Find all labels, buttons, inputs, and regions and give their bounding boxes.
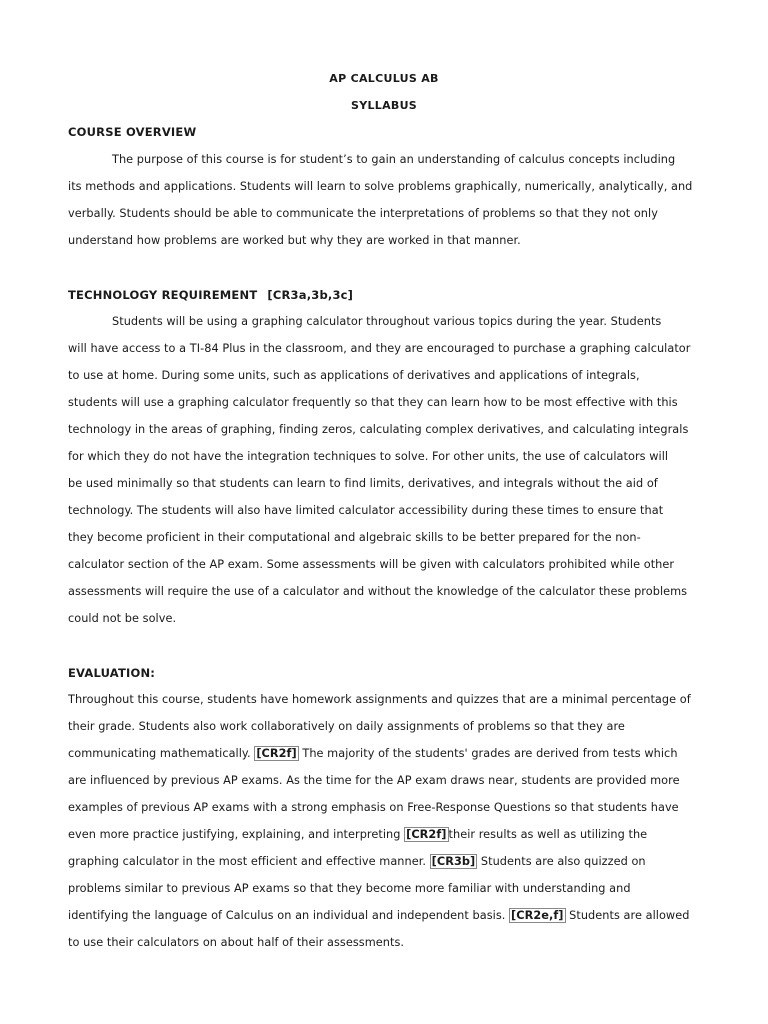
evaluation-line: to use their calculators on about half of their assessments. <box>68 936 405 949</box>
overview-line: understand how problems are worked but why they are worked in that manner. <box>68 234 521 247</box>
evaluation-line: their grade. Students also work collaboratively on daily assignments of problems so that they are <box>68 720 625 733</box>
overview-line: verbally. Students should be able to communicate the interpretations of problems so that they not only <box>68 207 658 220</box>
evaluation-text: their results as well as utilizing the <box>448 828 648 841</box>
doc-title: AP CALCULUS AB <box>329 72 439 85</box>
overview-line: The purpose of this course is for student’s to gain an understanding of calculus concepts including <box>112 153 676 166</box>
cr2ef-tag: [CR2e,f] <box>511 909 564 922</box>
technology-line: be used minimally so that students can learn to find limits, derivatives, and integrals without the aid of <box>68 477 658 490</box>
evaluation-text: identifying the language of Calculus on an individual and independent basis. <box>68 909 510 922</box>
evaluation-line <box>68 747 678 760</box>
technology-line: assessments will require the use of a calculator and without the knowledge of the calculator these problems <box>68 585 688 598</box>
evaluation-text: Students are allowed <box>565 909 690 922</box>
doc-subtitle: SYLLABUS <box>350 99 418 112</box>
evaluation-line: problems similar to previous AP exams so that they become more familiar with understanding and <box>68 882 631 895</box>
cr3b-tag: [CR3b] <box>431 855 476 868</box>
technology-heading-text: TECHNOLOGY REQUIREMENT <box>68 288 258 302</box>
technology-line: to use at home. During some units, such as applications of derivatives and applications of integrals, <box>68 369 640 382</box>
technology-cr-tag: [CR3a,3b,3c] <box>267 288 354 302</box>
technology-line: students will use a graphing calculator frequently so that they can learn how to be most effective with this <box>68 396 678 409</box>
technology-line: they become proficient in their computational and algebraic skills to be better prepared for the non- <box>68 531 641 544</box>
evaluation-line: Throughout this course, students have homework assignments and quizzes that are a minimal percentage of <box>68 693 691 706</box>
technology-line: will have access to a TI-84 Plus in the classroom, and they are encouraged to purchase a graphing calculator <box>68 342 691 355</box>
evaluation-text: Students are also quizzed on <box>477 855 646 868</box>
evaluation-line <box>68 828 647 841</box>
evaluation-line <box>68 855 646 868</box>
technology-line: technology. The students will also have limited calculator accessibility during these times to ensure that <box>68 504 664 517</box>
evaluation-text: graphing calculator in the most efficient and effective manner. <box>68 855 430 868</box>
cr2f-tag: [CR2f] <box>256 747 297 760</box>
cr2f-tag: [CR2f] <box>406 828 447 841</box>
technology-heading <box>68 288 353 302</box>
technology-line: for which they do not have the integration techniques to solve. For other units, the use of calculators will <box>68 450 669 463</box>
evaluation-text: The majority of the students' grades are derived from tests which <box>298 747 678 760</box>
technology-line: calculator section of the AP exam. Some assessments will be given with calculators prohibited while other <box>68 558 675 571</box>
evaluation-line <box>68 909 689 922</box>
technology-line: could not be solve. <box>68 612 177 625</box>
evaluation-text: communicating mathematically. <box>68 747 255 760</box>
evaluation-line: examples of previous AP exams with a strong emphasis on Free-Response Questions so that students have <box>68 801 679 814</box>
overview-line: its methods and applications. Students will learn to solve problems graphically, numerically, analytically, and <box>68 180 693 193</box>
evaluation-text: even more practice justifying, explaining, and interpreting <box>68 828 405 841</box>
technology-line: technology in the areas of graphing, finding zeros, calculating complex derivatives, and calculating integrals <box>68 423 689 436</box>
course-overview-heading: COURSE OVERVIEW <box>68 125 197 139</box>
technology-line: Students will be using a graphing calculator throughout various topics during the year. Students <box>112 315 662 328</box>
evaluation-heading: EVALUATION: <box>68 666 156 680</box>
evaluation-line: are influenced by previous AP exams. As the time for the AP exam draws near, students are provided more <box>68 774 680 787</box>
